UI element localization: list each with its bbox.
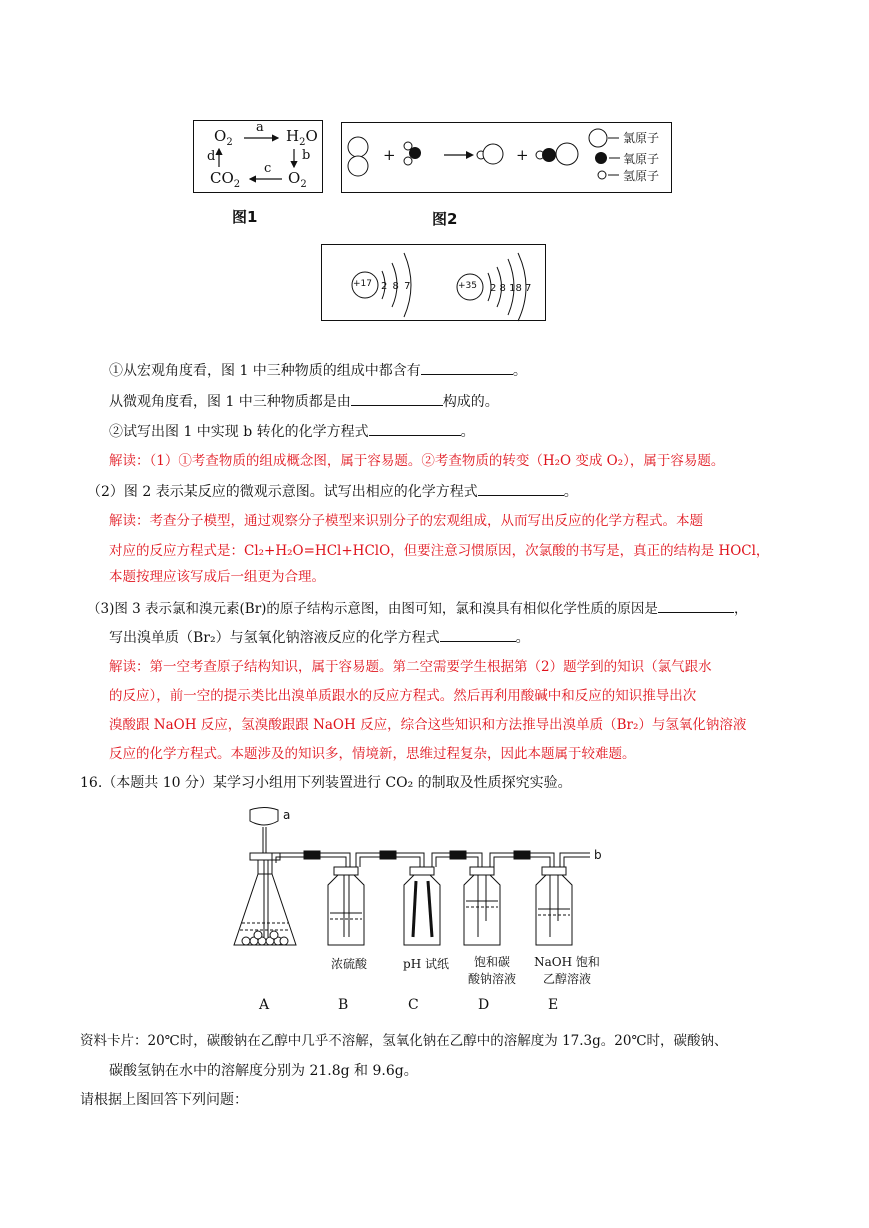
fig2-legend-oxygen: 氧原子 <box>623 152 660 166</box>
fig3-br-nucleus: +35 <box>458 281 477 291</box>
answer-3a: 解读：第一空考查原子结构知识，属于容易题。第二空需要学生根据第（2）题学到的知识（氯气跟水 <box>109 659 712 675</box>
fig2-plus-2: + <box>516 146 529 164</box>
apparatus-letter-c: C <box>408 997 419 1013</box>
question-2 <box>87 481 578 502</box>
fig2-legend-hydrogen: 氢原子 <box>623 169 660 183</box>
question-1a <box>109 360 527 381</box>
question-1c <box>109 421 475 442</box>
bottle-d-caption-2: 酸钠溶液 <box>467 972 516 986</box>
apparatus-label-a: a <box>283 808 291 822</box>
q1a-end: 。 <box>512 363 527 379</box>
q1a-text: ①从宏观角度看，图 1 中三种物质的组成中都含有 <box>109 363 421 379</box>
answer-2a: 解读：考查分子模型，通过观察分子模型来识别分子的宏观组成，从而写出反应的化学方程式。本题 <box>109 513 703 529</box>
fig1-arrows <box>194 121 324 194</box>
q1c-text: ②试写出图 1 中实现 b 转化的化学方程式 <box>109 424 369 440</box>
question-3a <box>87 598 747 619</box>
figure-2-label: 图2 <box>432 210 458 228</box>
answer-3b: 的反应），前一空的提示类比出溴单质跟水的反应方程式。然后再利用酸碱中和反应的知识推导出次 <box>109 688 697 704</box>
answer-1: 解读：（1）①考查物质的组成概念图，属于容易题。②考查物质的转变（H₂O 变成 O₂），属于容易题。 <box>109 453 725 469</box>
q1b-text: 从微观角度看，图 1 中三种物质都是由 <box>109 394 351 410</box>
q3b-blank <box>440 627 516 642</box>
q2-blank <box>478 481 564 496</box>
question-16-heading: 16.（本题共 10 分）某学习小组用下列装置进行 CO₂ 的制取及性质探究实验。 <box>80 775 572 791</box>
fig1-arrow-b-label: b <box>302 148 311 163</box>
fig3-cl-nucleus: +17 <box>353 279 372 289</box>
q2-end: 。 <box>563 484 578 500</box>
fig1-arrow-c-label: c <box>264 161 272 176</box>
fig3-cl-shells: 2 8 7 <box>381 281 412 292</box>
q2-text: （2）图 2 表示某反应的微观示意图。试写出相应的化学方程式 <box>87 484 478 500</box>
figure-3-atomic-structure <box>321 244 546 321</box>
fig1-h2o: $H_2O$ <box>286 127 318 148</box>
bottle-e-caption-1: NaOH 饱和 <box>534 955 600 969</box>
q3b-end: 。 <box>515 630 530 646</box>
q3a-text: （3)图 3 表示氯和溴元素(Br)的原子结构示意图，由图可知，氯和溴具有相似化学性质的原因是 <box>87 601 658 617</box>
q1c-blank <box>369 421 461 436</box>
data-card-line-2: 碳酸氢钠在水中的溶解度分别为 21.8g 和 9.6g。 <box>109 1063 418 1079</box>
answer-2c: 本题按理应该写成后一组更为合理。 <box>109 569 325 585</box>
q1b-blank <box>351 391 443 406</box>
answer-3d: 反应的化学方程式。本题涉及的知识多，情境新，思维过程复杂，因此本题属于较难题。 <box>109 746 636 762</box>
bottle-d-caption-1: 饱和碳 <box>473 955 510 969</box>
answer-3c: 溴酸跟 NaOH 反应，氢溴酸跟跟 NaOH 反应，综合这些知识和方法推导出溴单质（Br₂）与氢氧化钠溶液 <box>109 717 747 733</box>
q3b-text: 写出溴单质（Br₂）与氢氧化钠溶液反应的化学方程式 <box>109 630 440 646</box>
data-card-line-1: 资料卡片：20℃时，碳酸钠在乙醇中几乎不溶解，氢氧化钠在乙醇中的溶解度为 17.3g。20℃时，碳酸钠、 <box>80 1033 728 1049</box>
q1c-end: 。 <box>460 424 475 440</box>
bottle-b-caption: 浓硫酸 <box>330 957 367 971</box>
figure-1-concept-map <box>193 120 323 193</box>
instruction-line: 请根据上图回答下列问题： <box>80 1092 248 1108</box>
fig3-br-shells: 2 8 18 7 <box>490 283 532 294</box>
co2-apparatus-diagram <box>220 805 620 957</box>
bottle-e-caption-2: 乙醇溶液 <box>542 972 591 986</box>
question-1b <box>109 391 499 412</box>
apparatus-label-b: b <box>594 848 602 862</box>
answer-2b: 对应的反应方程式是：Cl₂+H₂O=HCl+HClO，但要注意习惯原因，次氯酸的书写是，真正的结构是 HOCl， <box>109 543 770 559</box>
fig2-plus-1: + <box>383 146 396 164</box>
question-3b <box>109 627 530 648</box>
q3a-end: ， <box>733 601 748 617</box>
apparatus-letter-d: D <box>478 997 490 1013</box>
apparatus-letter-e: E <box>548 997 559 1013</box>
fig1-arrow-d-label: d <box>207 149 216 164</box>
apparatus-letter-b: B <box>338 997 349 1013</box>
fig1-o2-top: $O_2$ <box>214 127 233 148</box>
fig1-arrow-a-label: a <box>256 120 264 135</box>
fig1-co2: $CO_2$ <box>210 169 241 190</box>
fig2-legend-chlorine: 氯原子 <box>623 131 660 145</box>
q1a-blank <box>421 360 513 375</box>
bottle-c-caption: pH 试纸 <box>403 957 449 971</box>
fig1-o2-bottom: $O_2$ <box>288 169 307 190</box>
q3a-blank <box>658 598 734 613</box>
apparatus-letter-a: A <box>259 997 270 1013</box>
figure-1-label: 图1 <box>232 208 258 226</box>
q1b-end: 构成的。 <box>442 394 499 410</box>
figure-2-molecular-model <box>341 122 672 193</box>
